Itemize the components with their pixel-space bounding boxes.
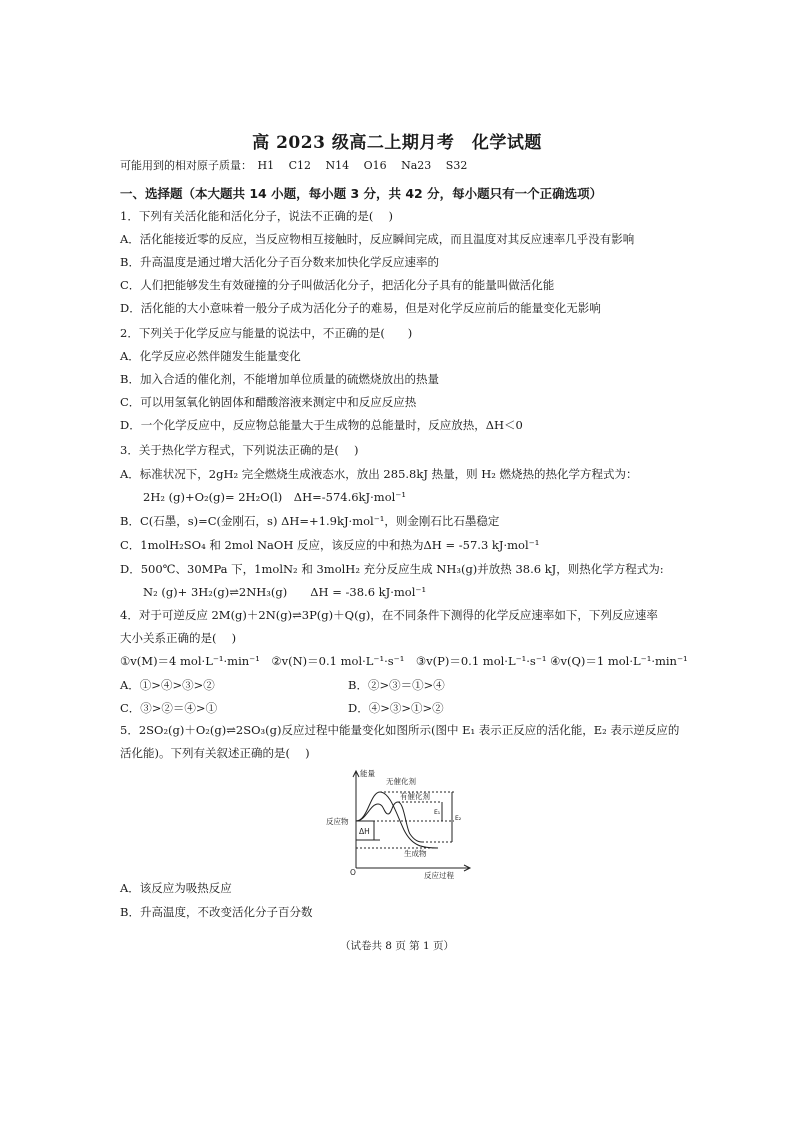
q5-stem-line2: 活化能)。下列有关叙述正确的是( )	[120, 746, 310, 760]
q4-option-a: A．①>④>③>②	[120, 678, 215, 692]
q3-option-d-equation: N₂ (g)+ 3H₂(g)⇌2NH₃(g) ΔH = -38.6 kJ·mol⁻¹	[143, 585, 427, 599]
q3-option-c: C．1molH₂SO₄ 和 2mol NaOH 反应，该反应的中和热为ΔH = -57.3 kJ·mol⁻¹	[120, 538, 540, 552]
q4-rates: ①v(M)＝4 mol·L⁻¹·min⁻¹ ②v(N)＝0.1 mol·L⁻¹·s⁻¹ ③v(P)＝0.1 mol·L⁻¹·s⁻¹ ④v(Q)＝1 mol·L⁻¹·min⁻¹	[120, 654, 688, 668]
q4-option-c: C．③>②＝④>①	[120, 701, 218, 715]
atomic-masses: 可能用到的相对原子质量： H1 C12 N14 O16 Na23 S32	[120, 159, 468, 172]
e2-label: E₂	[455, 815, 462, 822]
q1-option-d: D．活化能的大小意味着一般分子成为活化分子的难易，但是对化学反应前后的能量变化无影响	[120, 301, 601, 315]
page-footer: （试卷共 8 页 第 1 页）	[339, 940, 455, 952]
q4-option-b: B．②>③＝①>④	[348, 678, 445, 692]
q5-stem-line1: 5．2SO₂(g)＋O₂(g)⇌2SO₃(g)反应过程中能量变化如图所示(图中 E₁ 表示正反应的活化能，E₂ 表示逆反应的	[120, 723, 680, 737]
q2-option-a: A．化学反应必然伴随发生能量变化	[120, 349, 301, 363]
product-label: 生成物	[404, 849, 427, 858]
q2-option-c: C．可以用氢氧化钠固体和醋酸溶液来测定中和反应反应热	[120, 395, 417, 409]
q2-option-d: D．一个化学反应中，反应物总能量大于生成物的总能量时，反应放热，ΔH＜0	[120, 418, 523, 432]
dh-label: ΔH	[359, 827, 370, 836]
reactant-label: 反应物	[326, 817, 349, 826]
catalyst-label: 有催化剂	[400, 792, 430, 801]
q3-option-a: A．标准状况下，2gH₂ 完全燃烧生成液态水，放出 285.8kJ 热量，则 H₂ 燃烧热的热化学方程式为：	[120, 467, 638, 481]
q3-option-b: B．C(石墨，s)=C(金刚石，s) ΔH=+1.9kJ·mol⁻¹，则金刚石比石墨稳定	[120, 514, 500, 528]
q2-option-b: B．加入合适的催化剂，不能增加单位质量的硫燃烧放出的热量	[120, 372, 439, 386]
energy-diagram	[326, 768, 476, 880]
x-axis-label: 反应过程	[424, 871, 454, 880]
q4-stem-line2: 大小关系正确的是( )	[120, 631, 237, 645]
section-heading: 一、选择题（本大题共 14 小题，每小题 3 分，共 42 分，每小题只有一个正确选项）	[120, 186, 603, 201]
q4-stem-line1: 4．对于可逆反应 2M(g)＋2N(g)⇌3P(g)＋Q(g)，在不同条件下测得的化学反应速率如下，下列反应速率	[120, 608, 658, 622]
q3-stem: 3．关于热化学方程式，下列说法正确的是( )	[120, 443, 359, 457]
y-axis-label: 能量	[360, 769, 375, 778]
q1-option-c: C．人们把能够发生有效碰撞的分子叫做活化分子，把活化分子具有的能量叫做活化能	[120, 278, 555, 292]
q1-stem: 1．下列有关活化能和活化分子，说法不正确的是( )	[120, 209, 393, 223]
q4-option-d: D．④>③>①>②	[348, 701, 444, 715]
catalysed-curve	[356, 802, 422, 842]
origin-label: O	[350, 868, 356, 877]
page-title: 高 2023 级高二上期月考 化学试题	[252, 133, 542, 153]
q1-option-a: A．活化能接近零的反应，当反应物相互接触时，反应瞬间完成，而且温度对其反应速率几乎没有影响	[120, 232, 635, 246]
q2-stem: 2．下列关于化学反应与能量的说法中，不正确的是( )	[120, 326, 413, 340]
q3-option-d: D．500℃、30MPa 下，1molN₂ 和 3molH₂ 充分反应生成 NH₃(g)并放热 38.6 kJ，则热化学方程式为:	[120, 562, 664, 576]
no-catalyst-label: 无催化剂	[386, 777, 416, 786]
q5-option-b: B．升高温度，不改变活化分子百分数	[120, 905, 313, 919]
q1-option-b: B．升高温度是通过增大活化分子百分数来加快化学反应速率的	[120, 255, 439, 269]
e1-label: E₁	[434, 809, 441, 816]
q3-option-a-equation: 2H₂ (g)+O₂(g)= 2H₂O(l) ΔH=-574.6kJ·mol⁻¹	[143, 490, 406, 504]
q5-option-a: A．该反应为吸热反应	[120, 881, 232, 895]
